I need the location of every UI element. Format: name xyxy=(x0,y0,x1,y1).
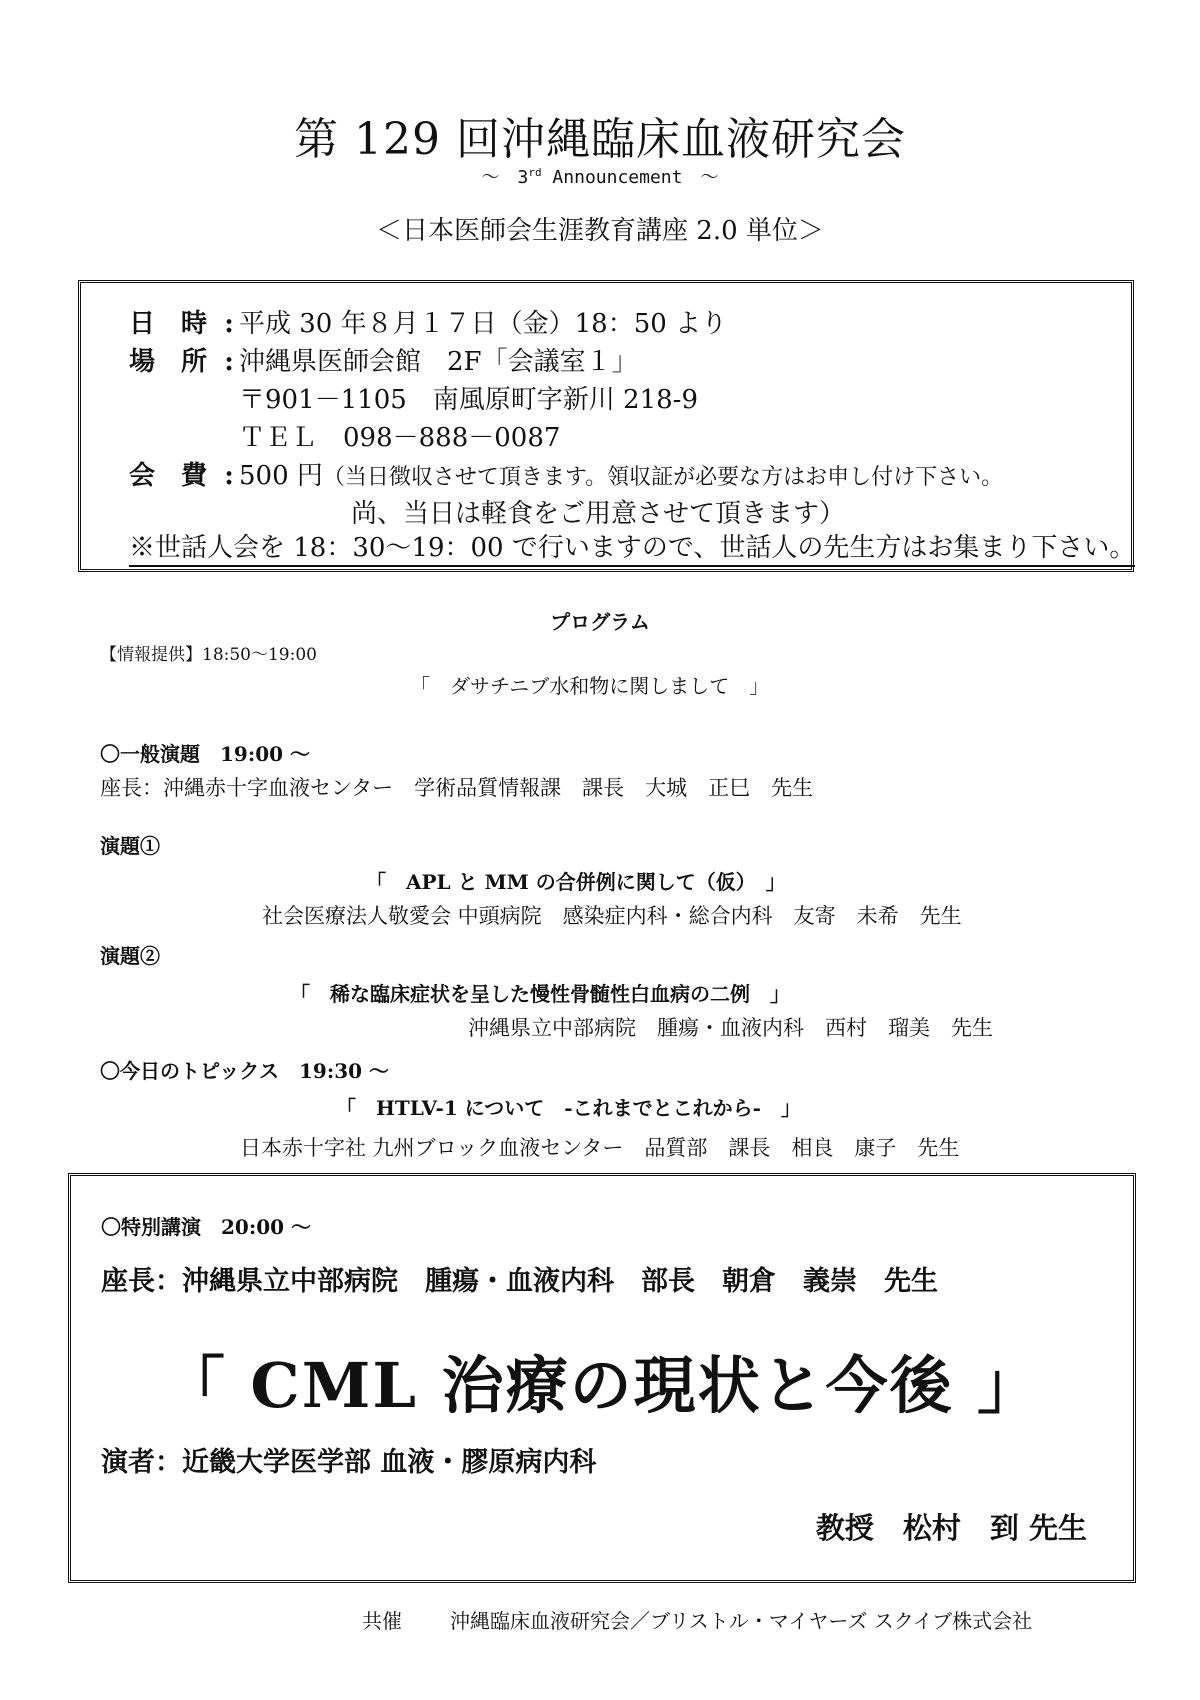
announcement-sup: rd xyxy=(528,166,542,179)
topics-title: 「 HTLV-1 について -これまでとこれから- 」 xyxy=(336,1096,801,1120)
address: 〒901－1105 南風原町字新川 218-9 xyxy=(239,385,699,415)
special-lecture-box xyxy=(68,1173,1136,1583)
date-row: 日 時 : 平成 30 年８月１７日（金）18：50 より xyxy=(129,303,727,340)
talk2-title: 「 稀な臨床症状を呈した慢性骨髄性白血病の二例 」 xyxy=(290,982,790,1006)
special-speaker-affiliation: 演者：近畿大学医学部 血液・膠原病内科 xyxy=(101,1447,597,1478)
talk1-title: 「 APL と MM の合併例に関して（仮） 」 xyxy=(366,870,786,894)
talk2-label: 演題② xyxy=(100,944,160,968)
topics-heading: 〇今日のトピックス 19:30 〜 xyxy=(100,1059,390,1083)
cme-credit: ＜日本医師会生涯教育講座 2.0 単位＞ xyxy=(376,216,824,246)
committee-note xyxy=(129,527,1135,564)
date-value: 平成 30 年８月１７日（金）18：50 より xyxy=(239,309,728,339)
telephone: ＴＥＬ 098－888－0087 xyxy=(239,423,561,453)
info-session-topic: 「 ダサチニブ水和物に関しまして 」 xyxy=(410,674,770,698)
announcement-post: Announcement 〜 xyxy=(541,167,719,188)
general-session-heading: 〇一般演題 19:00 〜 xyxy=(100,742,311,766)
fee-note: （当日徴収させて頂きます。領収証が必要な方はお申し付け下さい。 xyxy=(322,465,1004,490)
cosponsor-organizers: 沖縄臨床血液研究会／ブリストル・マイヤーズ スクイブ株式会社 xyxy=(450,1609,1033,1633)
fee-note-2: 尚、当日は軽食をご用意させて頂きます） xyxy=(351,499,846,529)
special-chair: 座長：沖縄県立中部病院 腫瘍・血液内科 部長 朝倉 義崇 先生 xyxy=(101,1266,938,1297)
special-title: 「 CML 治療の現状と今後 」 xyxy=(162,1349,1042,1422)
place-value: 沖縄県医師会館 2F「会議室１」 xyxy=(239,347,638,377)
topics-speaker: 日本赤十字社 九州ブロック血液センター 品質部 課長 相良 康子 先生 xyxy=(240,1136,960,1160)
talk1-label: 演題① xyxy=(100,834,160,858)
event-info-box xyxy=(78,280,1134,572)
info-session: 【情報提供】18:50〜19:00 xyxy=(100,645,317,665)
date-label: 日 時 xyxy=(129,309,208,339)
cosponsor-label: 共催 xyxy=(362,1609,402,1633)
committee-note-text: ※世話人会を 18：30〜19：00 で行いますので、世話人の先生方はお集まり下さい。 xyxy=(129,533,1135,567)
place-label: 場 所 xyxy=(129,347,208,377)
announcement-pre: 〜 3 xyxy=(481,167,529,188)
place-row: 場 所 : 沖縄県医師会館 2F「会議室１」 xyxy=(129,341,638,378)
talk1-speaker: 社会医療法人敬愛会 中頭病院 感染症内科・総合内科 友寄 未希 先生 xyxy=(262,904,962,928)
general-session-chair: 座長：沖縄赤十字血液センター 学術品質情報課 課長 大城 正巳 先生 xyxy=(100,776,814,800)
special-heading: 〇特別講演 20:00 〜 xyxy=(101,1215,312,1239)
program-heading: プログラム xyxy=(550,610,650,634)
page-title: 第 129 回沖縄臨床血液研究会 xyxy=(294,114,906,165)
fee-value: 500 円 xyxy=(239,461,323,491)
fee-label: 会 費 xyxy=(129,461,208,491)
special-speaker-name: 教授 松村 到 先生 xyxy=(815,1511,1087,1545)
talk2-speaker: 沖縄県立中部病院 腫瘍・血液内科 西村 瑠美 先生 xyxy=(468,1016,993,1040)
announcement-subtitle xyxy=(0,163,1200,189)
fee-row: 会 費 : 500 円（当日徴収させて頂きます。領収証が必要な方はお申し付け下さい。 xyxy=(129,455,1003,492)
